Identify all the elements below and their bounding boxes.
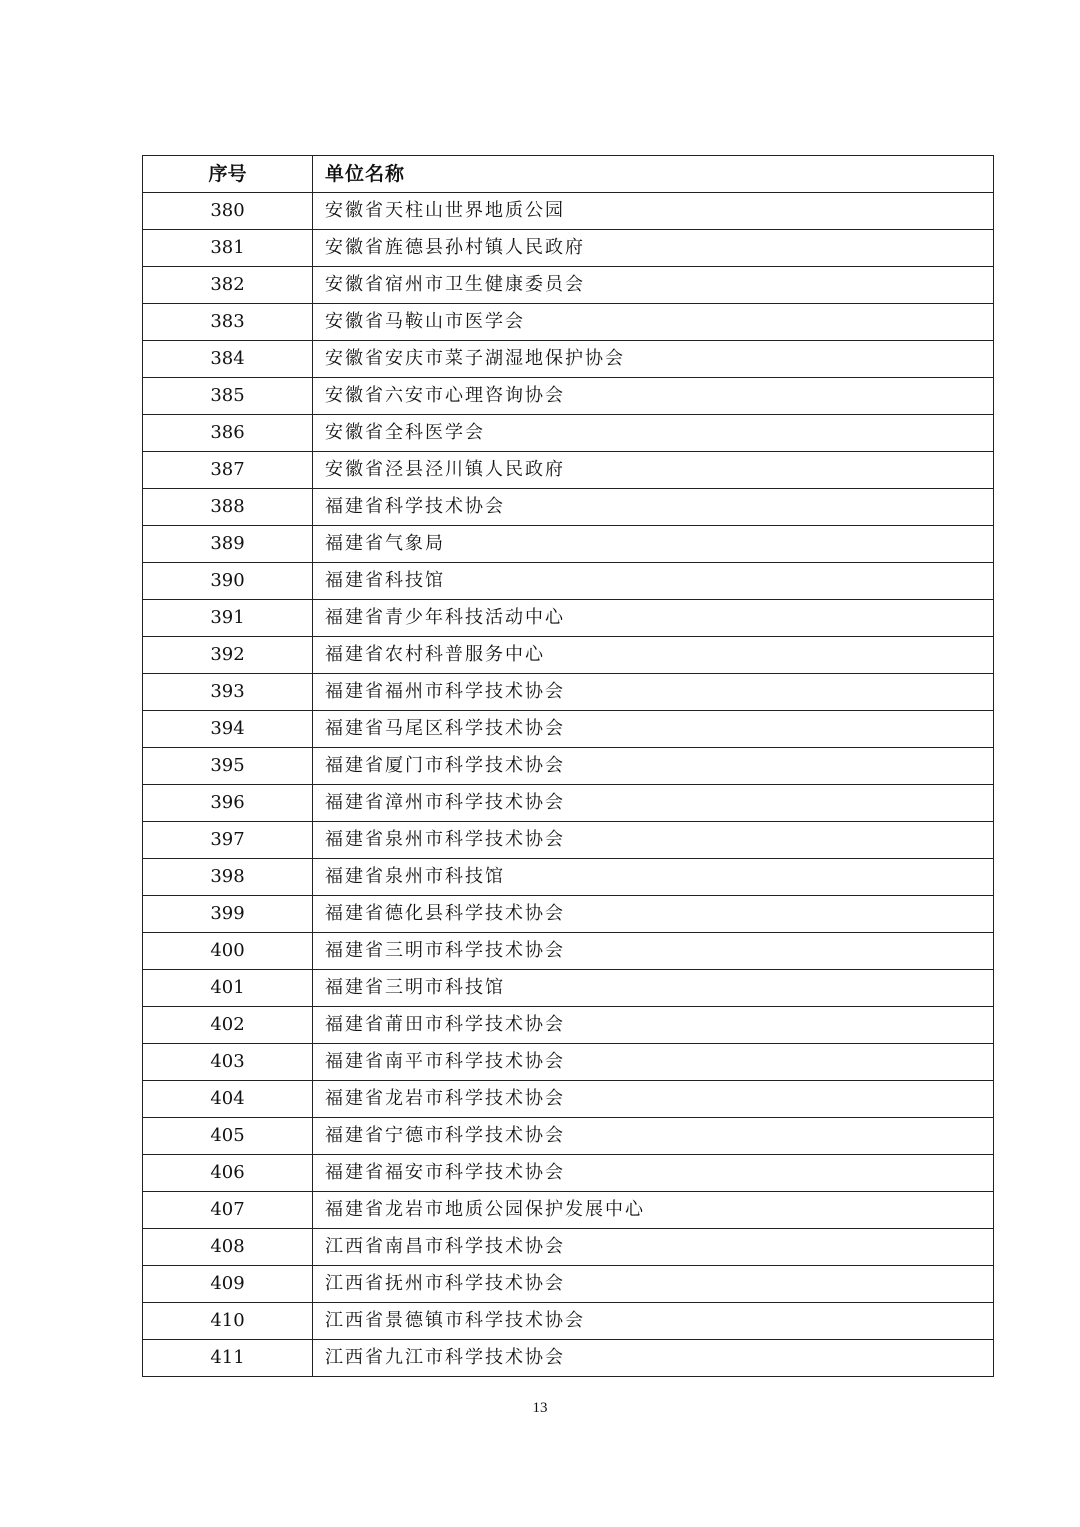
table-row [143,341,994,378]
table-row [143,1007,994,1044]
table-row [143,933,994,970]
table-row [143,415,994,452]
header-number: 序号 [143,156,313,193]
row-number: 408 [143,1229,313,1266]
table-row [143,1081,994,1118]
row-number: 411 [143,1340,313,1377]
row-unit-name: 福建省漳州市科学技术协会 [313,785,994,822]
row-unit-name: 福建省青少年科技活动中心 [313,600,994,637]
table-row [143,748,994,785]
row-unit-name: 福建省厦门市科学技术协会 [313,748,994,785]
row-unit-name: 福建省农村科普服务中心 [313,637,994,674]
table-row [143,1044,994,1081]
row-number: 387 [143,452,313,489]
table-row [143,896,994,933]
row-unit-name: 福建省气象局 [313,526,994,563]
row-unit-name: 安徽省六安市心理咨询协会 [313,378,994,415]
table-row [143,1340,994,1377]
row-number: 403 [143,1044,313,1081]
row-unit-name: 江西省九江市科学技术协会 [313,1340,994,1377]
row-number: 409 [143,1266,313,1303]
row-unit-name: 安徽省旌德县孙村镇人民政府 [313,230,994,267]
unit-list-table [142,155,994,1377]
row-number: 391 [143,600,313,637]
row-unit-name: 福建省莆田市科学技术协会 [313,1007,994,1044]
row-number: 381 [143,230,313,267]
row-number: 390 [143,563,313,600]
table-row [143,600,994,637]
row-number: 394 [143,711,313,748]
row-unit-name: 福建省德化县科学技术协会 [313,896,994,933]
row-unit-name: 福建省福州市科学技术协会 [313,674,994,711]
row-number: 384 [143,341,313,378]
table-row [143,711,994,748]
row-unit-name: 福建省南平市科学技术协会 [313,1044,994,1081]
header-unit-name: 单位名称 [313,156,994,193]
table-row [143,1229,994,1266]
row-number: 393 [143,674,313,711]
row-number: 398 [143,859,313,896]
row-number: 385 [143,378,313,415]
table-row [143,563,994,600]
row-unit-name: 安徽省全科医学会 [313,415,994,452]
row-number: 401 [143,970,313,1007]
row-unit-name: 安徽省安庆市菜子湖湿地保护协会 [313,341,994,378]
row-unit-name: 福建省泉州市科学技术协会 [313,822,994,859]
row-number: 400 [143,933,313,970]
row-unit-name: 福建省科学技术协会 [313,489,994,526]
row-number: 397 [143,822,313,859]
row-unit-name: 江西省南昌市科学技术协会 [313,1229,994,1266]
row-unit-name: 福建省宁德市科学技术协会 [313,1118,994,1155]
table-row [143,822,994,859]
row-unit-name: 福建省三明市科学技术协会 [313,933,994,970]
table-row [143,970,994,1007]
row-number: 410 [143,1303,313,1340]
table-row [143,267,994,304]
table-row [143,193,994,230]
row-number: 383 [143,304,313,341]
page-number: 13 [532,1400,548,1416]
row-number: 382 [143,267,313,304]
header-row [143,156,994,193]
table-row [143,1155,994,1192]
row-unit-name: 福建省龙岩市科学技术协会 [313,1081,994,1118]
row-unit-name: 福建省三明市科技馆 [313,970,994,1007]
table-row [143,452,994,489]
table-header [143,156,994,193]
table-row [143,1118,994,1155]
row-unit-name: 福建省福安市科学技术协会 [313,1155,994,1192]
row-number: 405 [143,1118,313,1155]
table-row [143,1266,994,1303]
table-body [143,193,994,1377]
row-number: 395 [143,748,313,785]
table-row [143,489,994,526]
row-number: 402 [143,1007,313,1044]
row-unit-name: 福建省马尾区科学技术协会 [313,711,994,748]
row-unit-name: 安徽省泾县泾川镇人民政府 [313,452,994,489]
table-row [143,1303,994,1340]
row-number: 399 [143,896,313,933]
row-unit-name: 安徽省马鞍山市医学会 [313,304,994,341]
table-row [143,378,994,415]
table-row [143,526,994,563]
row-number: 380 [143,193,313,230]
row-unit-name: 江西省景德镇市科学技术协会 [313,1303,994,1340]
table-row [143,674,994,711]
table-row [143,859,994,896]
row-number: 406 [143,1155,313,1192]
table-row [143,785,994,822]
table-row [143,304,994,341]
row-number: 407 [143,1192,313,1229]
row-unit-name: 江西省抚州市科学技术协会 [313,1266,994,1303]
row-number: 389 [143,526,313,563]
row-number: 396 [143,785,313,822]
row-unit-name: 安徽省天柱山世界地质公园 [313,193,994,230]
table-row [143,1192,994,1229]
row-unit-name: 福建省泉州市科技馆 [313,859,994,896]
row-number: 392 [143,637,313,674]
row-number: 386 [143,415,313,452]
table-row [143,637,994,674]
table-row [143,230,994,267]
row-unit-name: 福建省龙岩市地质公园保护发展中心 [313,1192,994,1229]
row-unit-name: 福建省科技馆 [313,563,994,600]
row-number: 388 [143,489,313,526]
row-number: 404 [143,1081,313,1118]
row-unit-name: 安徽省宿州市卫生健康委员会 [313,267,994,304]
